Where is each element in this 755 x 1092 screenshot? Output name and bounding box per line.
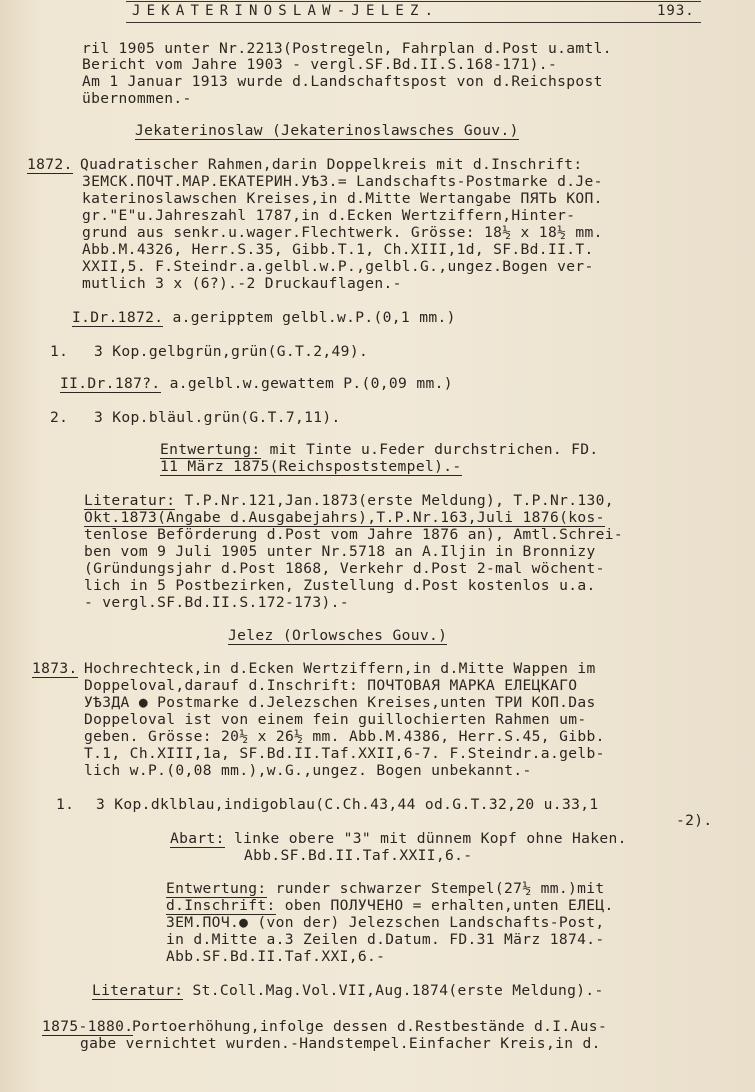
text-line: Okt.1873(Angabe d.Ausgabejahrs),T.P.Nr.163,Juli 1876(kos- <box>84 509 605 526</box>
item-text: 3 Kop.gelbgrün,grün(G.T.2,49). <box>94 343 369 360</box>
literature-2: Literatur: St.Coll.Mag.Vol.VII,Aug.1874(erste Meldung).- <box>92 982 604 999</box>
text-line: Doppeloval ist von einem fein guillochierten Rahmen um- <box>84 711 587 728</box>
running-title: JEKATERINOSLAW-JELEZ. <box>132 3 440 19</box>
text-line: Portoerhöhung,infolge dessen d.Restbestände d.I.Aus- <box>132 1018 608 1035</box>
item-number: 2. <box>50 409 69 426</box>
text-line: tenlose Beförderung d.Post vom Jahre 1876 an), Amtl.Schrei- <box>84 526 624 543</box>
text-line: ben vom 9 Juli 1905 unter Nr.5718 an A.Iljin in Bronnizy <box>84 543 596 560</box>
text-line: УѢЗДА ● Postmarke d.Jelezschen Kreises,unten ТРИ КОП.Das <box>84 694 596 711</box>
header-rule-bottom <box>126 22 701 23</box>
text-line: Bericht vom Jahre 1903 - vergl.SF.Bd.II.S.168-171).- <box>82 56 558 73</box>
entry-year-range: 1875-1880. <box>42 1018 134 1035</box>
text-line: übernommen.- <box>82 90 192 107</box>
print-run-1: I.Dr.1872. a.geripptem gelbl.w.P.(0,1 mm.) <box>72 309 456 326</box>
print-run-2: II.Dr.187?. a.gelbl.w.gewattem P.(0,09 mm.) <box>60 375 453 392</box>
text-line: Hochrechteck,in d.Ecken Wertziffern,in d.Mitte Wappen im <box>84 660 596 677</box>
cancellation-2: Entwertung: runder schwarzer Stempel(27½ mm.)mit <box>166 880 605 897</box>
text-line: geben. Grösse: 20½ x 26½ mm. Abb.M.4386, Herr.S.45, Gibb. <box>84 728 605 745</box>
text-line: Doppeloval,darauf d.Inschrift: ПОЧТОВАЯ МАРКА ЕЛЕЦКАГО <box>84 677 578 694</box>
text-line: katerinoslawschen Kreises,in d.Mitte Wertangabe ПЯТЬ КОП. <box>82 190 603 207</box>
section-heading-jekaterinoslaw: Jekaterinoslaw (Jekaterinoslawsches Gouv.) <box>135 122 519 139</box>
header-rule-top <box>126 1 701 2</box>
section-heading-jelez: Jelez (Orlowsches Gouv.) <box>228 627 448 644</box>
text-line: lich in 5 Postbezirken, Zustellung d.Post kostenlos u.a. <box>84 577 596 594</box>
text-line: lich w.P.(0,08 mm.),w.G.,ungez. Bogen unbekannt.- <box>84 762 532 779</box>
text-line: XXII,5. F.Steindr.a.gelbl.w.P.,gelbl.G.,ungez.Bogen ver- <box>82 258 594 275</box>
item-number: 1. <box>50 343 69 360</box>
text-line: Abb.SF.Bd.II.Taf.XXII,6.- <box>244 847 473 864</box>
text-line: Abb.SF.Bd.II.Taf.XXI,6.- <box>166 948 386 965</box>
text-line: ril 1905 unter Nr.2213(Postregeln, Fahrplan d.Post u.amtl. <box>82 40 612 57</box>
item-text: 3 Kop.bläul.grün(G.T.7,11). <box>94 409 341 426</box>
text-line: gabe vernichtet wurden.-Handstempel.Einfacher Kreis,in d. <box>80 1035 601 1052</box>
text-line: Quadratischer Rahmen,darin Doppelkreis mit d.Inschrift: <box>80 156 583 173</box>
text-line: ЗЕМ.ПОЧ.● (von der) Jelezschen Landschafts-Post, <box>166 914 605 931</box>
variety: Abart: linke obere "3" mit dünnem Kopf ohne Haken. <box>170 830 627 847</box>
entry-year: 1873. <box>32 660 78 677</box>
entry-year: 1872. <box>27 156 73 173</box>
text-line: (Gründungsjahr d.Post 1868, Verkehr d.Post 2-mal wöchent- <box>84 560 605 577</box>
text-line: Am 1 Januar 1913 wurde d.Landschaftspost von d.Reichspost <box>82 73 603 90</box>
text-line: T.1, Ch.XIII,1a, SF.Bd.II.Taf.XXII,6-7. F.Steindr.a.gelb- <box>84 745 605 762</box>
text-line: gr."E"u.Jahreszahl 1787,in d.Ecken Wertziffern,Hinter- <box>82 207 576 224</box>
item-text-continuation: -2). <box>676 812 713 829</box>
text-line: - vergl.SF.Bd.II.S.172-173).- <box>84 594 349 611</box>
item-number: 1. <box>56 796 75 813</box>
page-number: 193. <box>657 3 695 19</box>
text-line: in d.Mitte a.3 Zeilen d.Datum. FD.31 März 1874.- <box>166 931 605 948</box>
literature-1: Literatur: T.P.Nr.121,Jan.1873(erste Meldung), T.P.Nr.130, <box>84 492 614 509</box>
cancellation-1: Entwertung: mit Tinte u.Feder durchstrichen. FD. <box>160 441 599 458</box>
text-line: d.Inschrift: oben ПОЛУЧЕНО = erhalten,unten ЕЛЕЦ. <box>166 897 614 914</box>
text-line: Abb.M.4326, Herr.S.35, Gibb.T.1, Ch.XIII,1d, SF.Bd.II.T. <box>82 241 594 258</box>
item-text: 3 Kop.dklblau,indigoblau(C.Ch.43,44 od.G.T.32,20 u.33,1 <box>96 796 599 813</box>
text-line: ЗЕМСК.ПОЧТ.МАР.ЕКАТЕРИН.УѢЗ.= Landschafts-Postmarke d.Je- <box>82 173 603 190</box>
text-line: mutlich 3 x (6?).-2 Druckauflagen.- <box>82 275 402 292</box>
text-line: grund aus senkr.u.wager.Flechtwerk. Grösse: 18½ x 18½ mm. <box>82 224 603 241</box>
text-line: 11 März 1875(Reichspoststempel).- <box>160 458 462 475</box>
